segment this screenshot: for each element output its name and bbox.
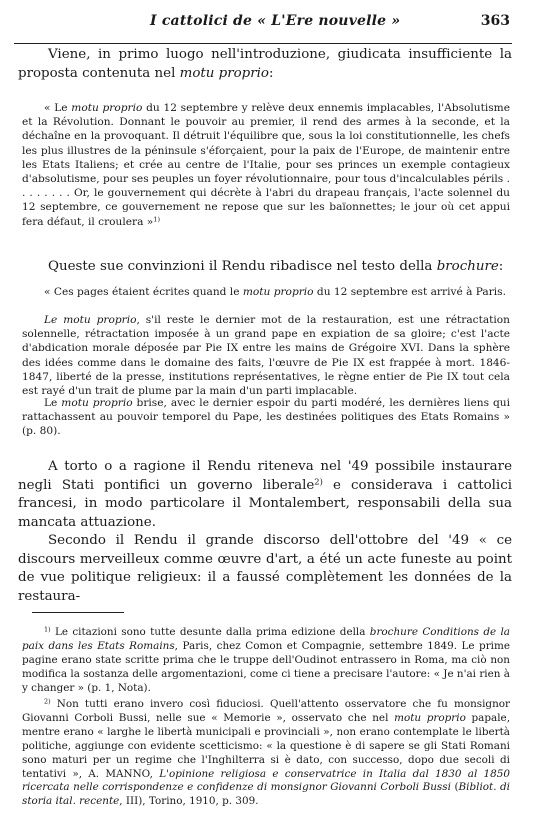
- footnote-number: 2): [44, 697, 51, 706]
- paragraph-convinzioni: [18, 258, 512, 277]
- running-head: [0, 10, 550, 34]
- text-run: du 12 septembre y relève deux ennemis implacables, l'Absolutisme et la Révolution. Donnant le pouvoir au premier, il rend des armes à la seconde, et la déchaîne en la provoquant. Il détruit l'équilibre que, sous la loi constitutionnelle, les chefs les plus illustres de la péninsule s'éforçaient, pour la paix de l'Europe, de maintenir entre les Etats Italiens; et crée au centre de l'Italie, pour ses princes un exemple contagieux d'absolutisme, pour ses peuples un foyer révolutionnaire, pour tous d'incalculables périls . . . . . . . . Or, le gouvernement qui décrète à l'abri du drapeau français, l'acte solennel du 12 septembre, ce gouvernement ne repose que sur les baïonnettes; le jour où cet appui fera défaut, il croulera »: [22, 102, 511, 228]
- text-run: , Paris, chez Comon et Compagnie, settembre 1849. Le prime pagine erano state scritte prima che le truppe dell'Oudinot entrassero in Roma, ma ciò non modifica la sostanza delle argomentazioni, come ci tiene a precisare l'autore: « Je n'ai rien à y changer » (p. 1, Nota).: [22, 639, 510, 694]
- text-run-italic: brochure: [436, 259, 499, 274]
- footnote-1: [22, 626, 510, 696]
- text-run-italic: motu proprio: [179, 65, 269, 81]
- quotation-retractation: [22, 313, 510, 398]
- text-run-italic: Le motu proprio: [44, 314, 137, 326]
- text-run: papale, mentre erano « larghe le libertà municipali e provinciali », non erano contemplate le libertà politiche, aggiunge con evidente scetticismo: « la questione è di sapere se gli Stati Romani sono maturi per un regime che l'Inghilterra si è dato, con successo, dopo due secoli di tentativi », A.: [22, 711, 510, 780]
- text-run: Secondo il Rendu il grande discorso dell'ottobre del '49 « ce discours merveilleux comme œuvre d'art, a été un acte funeste au point de vue politique religieux: il a faussé complètement les données de la restaura-: [18, 533, 512, 604]
- series-title: Bibliot. di storia ital. recente: [22, 781, 510, 808]
- quotation-paris: [22, 285, 510, 299]
- footnote-rule: [32, 612, 124, 613]
- text-run: A torto o a ragione il Rendu riteneva nel '49 possibile instaurare negli Stati pontifici un governo liberale: [18, 459, 512, 493]
- text-run-italic: brochure Conditions de la paix dans les Etats Romains: [22, 626, 510, 652]
- text-run: e considerava i cattolici francesi, in modo particolare il Montalembert, responsabili della sua mancata attuazione.: [18, 477, 512, 530]
- text-run: (: [450, 781, 459, 794]
- text-run: Queste sue convinzioni il Rendu ribadisce nel testo della: [48, 259, 437, 274]
- text-run: Viene, in primo luogo nell'introduzione, giudicata insufficiente la proposta contenuta nel: [18, 47, 512, 81]
- text-run: du 12 septembre est arrivé à Paris.: [313, 286, 506, 298]
- author-name: MANNO: [105, 767, 150, 780]
- paragraph-secondo: [18, 532, 512, 606]
- text-run: :: [498, 259, 504, 274]
- text-run: brise, avec le dernier espoir du parti modéré, les dernières liens qui rattachassent au pouvoir temporel du Pape, les destinées politiques des Etats Romains » (p. 80).: [22, 397, 510, 438]
- text-run: Le: [44, 397, 62, 409]
- text-run: Non tutti erano invero così fiduciosi. Quell'attento osservatore che fu monsignor Giovanni Corboli Bussi, nelle sue « Memorie », osservato che nel: [22, 698, 510, 724]
- footnote-2: [22, 698, 510, 809]
- footnote-marker: 2): [314, 475, 323, 486]
- text-run: « Le: [44, 102, 72, 114]
- text-run: , s'il reste le dernier mot de la restauration, est une rétractation solennelle, rétractation imposée à un grand pape en expiation de sa gloire; c'est l'acte d'abdication morale déposée par Pie IX entre les mains de Grégoire XVI. Dans la sphère des idées comme dans le domaine des faits, l'œuvre de Pie IX est frappée à mort. 1846-1847, liberté de la presse, institutions représentatives, le règne entier de Pie IX tout cela est rayé d'un trait de plume par la main d'un parti implacable.: [22, 314, 510, 398]
- text-run: Le citazioni sono tutte desunte dalla prima edizione della: [50, 626, 370, 638]
- paragraph-intro: [18, 46, 512, 83]
- page-number: 363: [480, 13, 510, 29]
- text-run: :: [269, 65, 274, 81]
- text-run: « Ces pages étaient écrites quand le: [44, 286, 243, 298]
- footnote-number: 1): [44, 625, 51, 634]
- text-run-italic: motu proprio: [394, 711, 466, 724]
- text-run-italic: motu proprio: [71, 102, 143, 114]
- paragraph-a-torto: [18, 458, 512, 532]
- book-title: L'opinione religiosa e conservatrice in Italia dal 1830 al 1850 ricercata nelle corrispondenze e confidenze di monsignor Giovanni Corboli Bussi: [22, 767, 510, 794]
- text-run: , III), Torino, 1910, p. 309.: [119, 795, 259, 808]
- header-rule: [14, 43, 512, 44]
- running-title: I cattolici de « L'Ere nouvelle »: [150, 13, 401, 29]
- quotation-dernier-espoir: [22, 396, 510, 439]
- text-run-italic: motu proprio: [61, 397, 133, 409]
- quotation-motu-proprio: [22, 101, 510, 229]
- text-run-italic: motu proprio: [242, 286, 314, 298]
- footnote-marker: 1): [153, 215, 161, 224]
- text-run: ,: [149, 767, 160, 780]
